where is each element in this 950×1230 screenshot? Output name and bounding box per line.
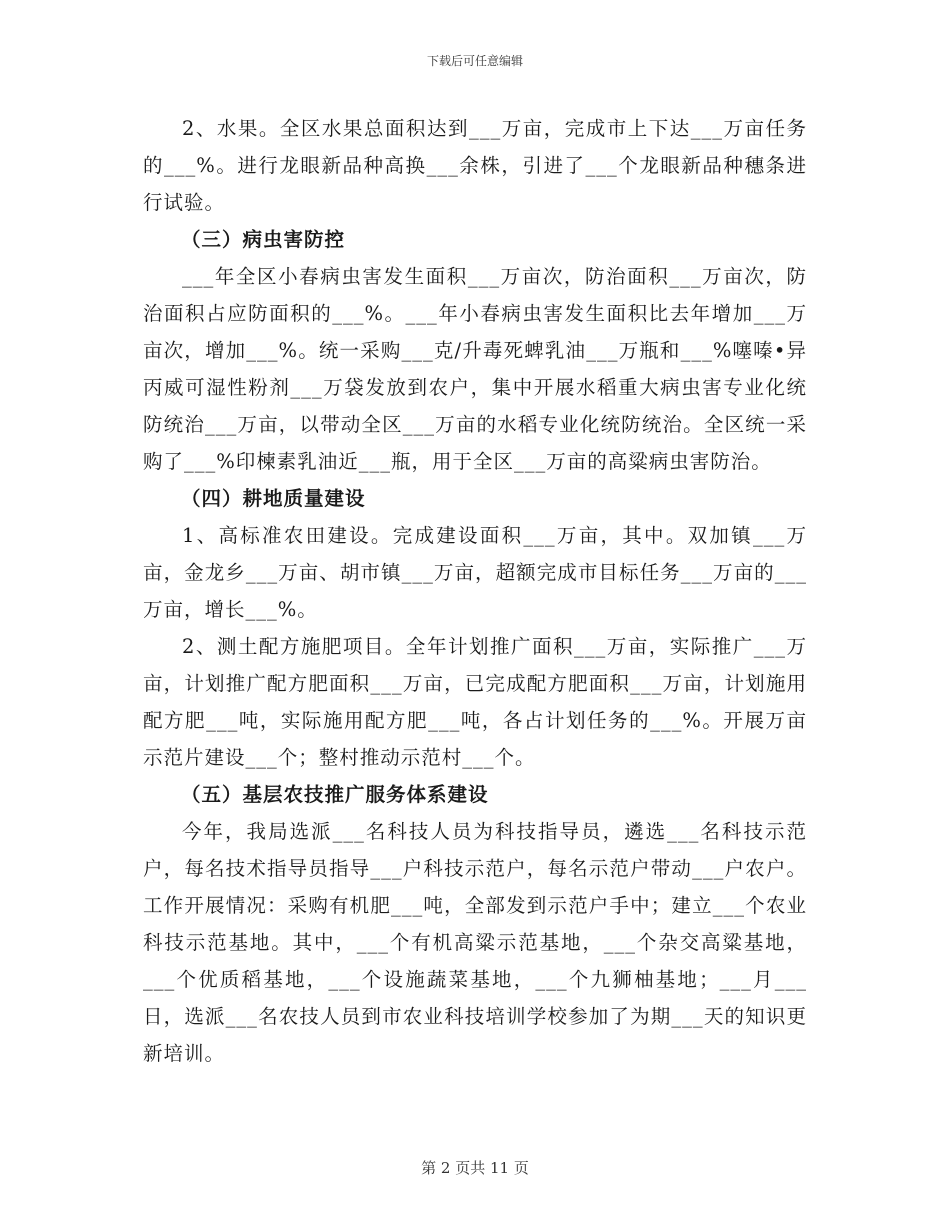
paragraph-high-standard-farmland: 1、高标准农田建设。完成建设面积___万亩，其中。双加镇___万亩，金龙乡___万亩、胡市镇___万亩，超额完成市目标任务___万亩的___万亩，增长___%。	[143, 524, 807, 621]
section-heading-pest-control: （三）病虫害防控	[181, 228, 346, 251]
section-heading-farmland-quality: （四）耕地质量建设	[181, 487, 366, 510]
paragraph-fruit: 2、水果。全区水果总面积达到___万亩，完成市上下达___万亩任务的___%。进行龙眼新品种高换___余株，引进了___个龙眼新品种穗条进行试验。	[143, 117, 807, 214]
paragraph-soil-testing-fertilization: 2、测土配方施肥项目。全年计划推广面积___万亩，实际推广___万亩，计划推广配方肥面积___万亩，已完成配方肥面积___万亩，计划施用配方肥___吨，实际施用配方肥___吨，各占计划任务的___%。开展万亩示范片建设___个；整村推动示范村___个。	[143, 635, 807, 769]
section-heading-extension-service: （五）基层农技推广服务体系建设	[181, 783, 489, 806]
page-number-footer: 第 2 页共 11 页	[421, 1159, 529, 1177]
paragraph-extension-service: 今年，我局选派___名科技人员为科技指导员，遴选___名科技示范户，每名技术指导员指导___户科技示范户，每名示范户带动___户农户。工作开展情况：采购有机肥___吨，全部发到示范户手中；建立___个农业科技示范基地。其中，___个有机高粱示范基地，___个杂交高粱基地，___个优质稻基地，___个设施蔬菜基地，___个九狮柚基地；___月___日，选派___名农技人员到市农业科技培训学校参加了为期___天的知识更新培训。	[143, 820, 807, 1065]
paragraph-pest-control: ___年全区小春病虫害发生面积___万亩次，防治面积___万亩次，防治面积占应防面积的___%。___年小春病虫害发生面积比去年增加___万亩次，增加___%。统一采购___克/升毒死蜱乳油___万瓶和___%噻嗪•异丙威可湿性粉剂___万袋发放到农户，集中开展水稻重大病虫害专业化统防统治___万亩，以带动全区___万亩的水稻专业化统防统治。全区统一采购了___%印楝素乳油近___瓶，用于全区___万亩的高粱病虫害防治。	[143, 265, 807, 473]
document-body	[143, 110, 807, 1072]
page-header: 下载后可任意编辑	[426, 54, 523, 68]
